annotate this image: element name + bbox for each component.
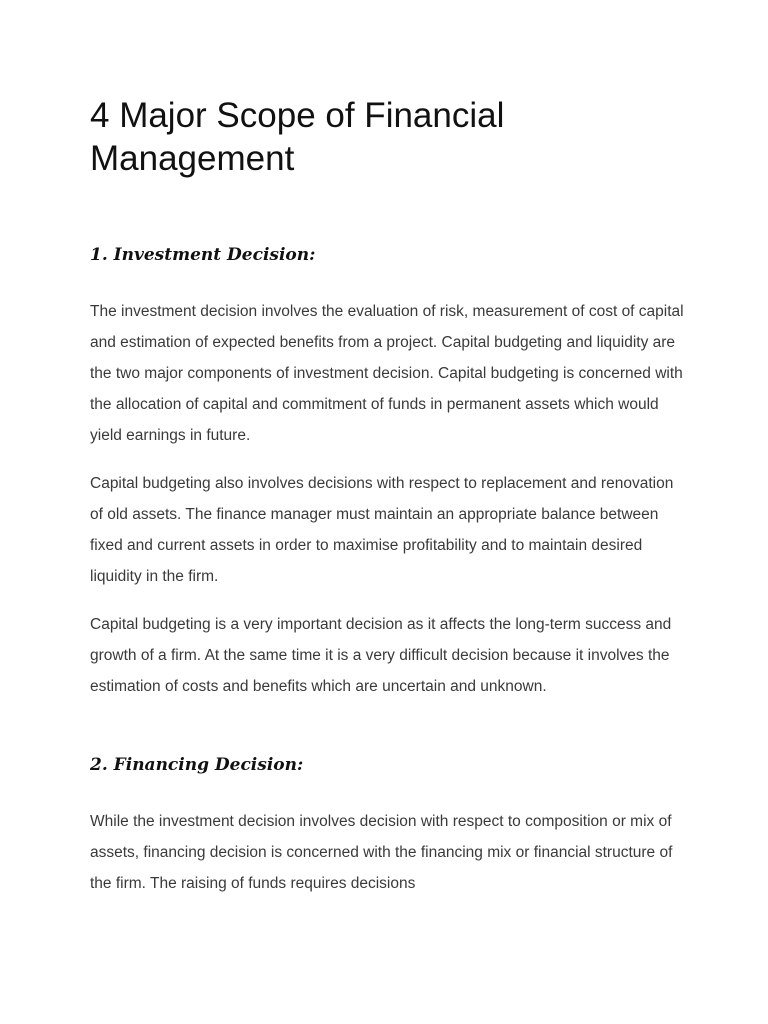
paragraph: Capital budgeting also involves decisions with respect to replacement and renovation of old assets. The finance manager must maintain an appropriate balance between fixed and current assets in order to maximise profitability and to maintain desired liquidity in the firm.	[90, 475, 674, 585]
paragraph: Capital budgeting is a very important decision as it affects the long-term success and growth of a firm. At the same time it is a very difficult decision because it involves the estimation of costs and benefits which are uncertain and unknown.	[90, 616, 672, 695]
paragraph: While the investment decision involves decision with respect to composition or mix of assets, financing decision is concerned with the financing mix or financial structure of the firm. The raising of funds requires decisions	[90, 813, 673, 892]
section-heading-investment-decision: 1. Investment Decision:	[90, 245, 316, 265]
paragraph: The investment decision involves the evaluation of risk, measurement of cost of capital and estimation of expected benefits from a project. Capital budgeting and liquidity are the two major components of investment decision. Capital budgeting is concerned with the allocation of capital and commitment of funds in permanent assets which would yield earnings in future.	[90, 303, 684, 444]
document-page	[90, 94, 690, 899]
page-title: 4 Major Scope of Financial Management	[90, 96, 505, 178]
section-heading-financing-decision: 2. Financing Decision:	[90, 755, 304, 775]
